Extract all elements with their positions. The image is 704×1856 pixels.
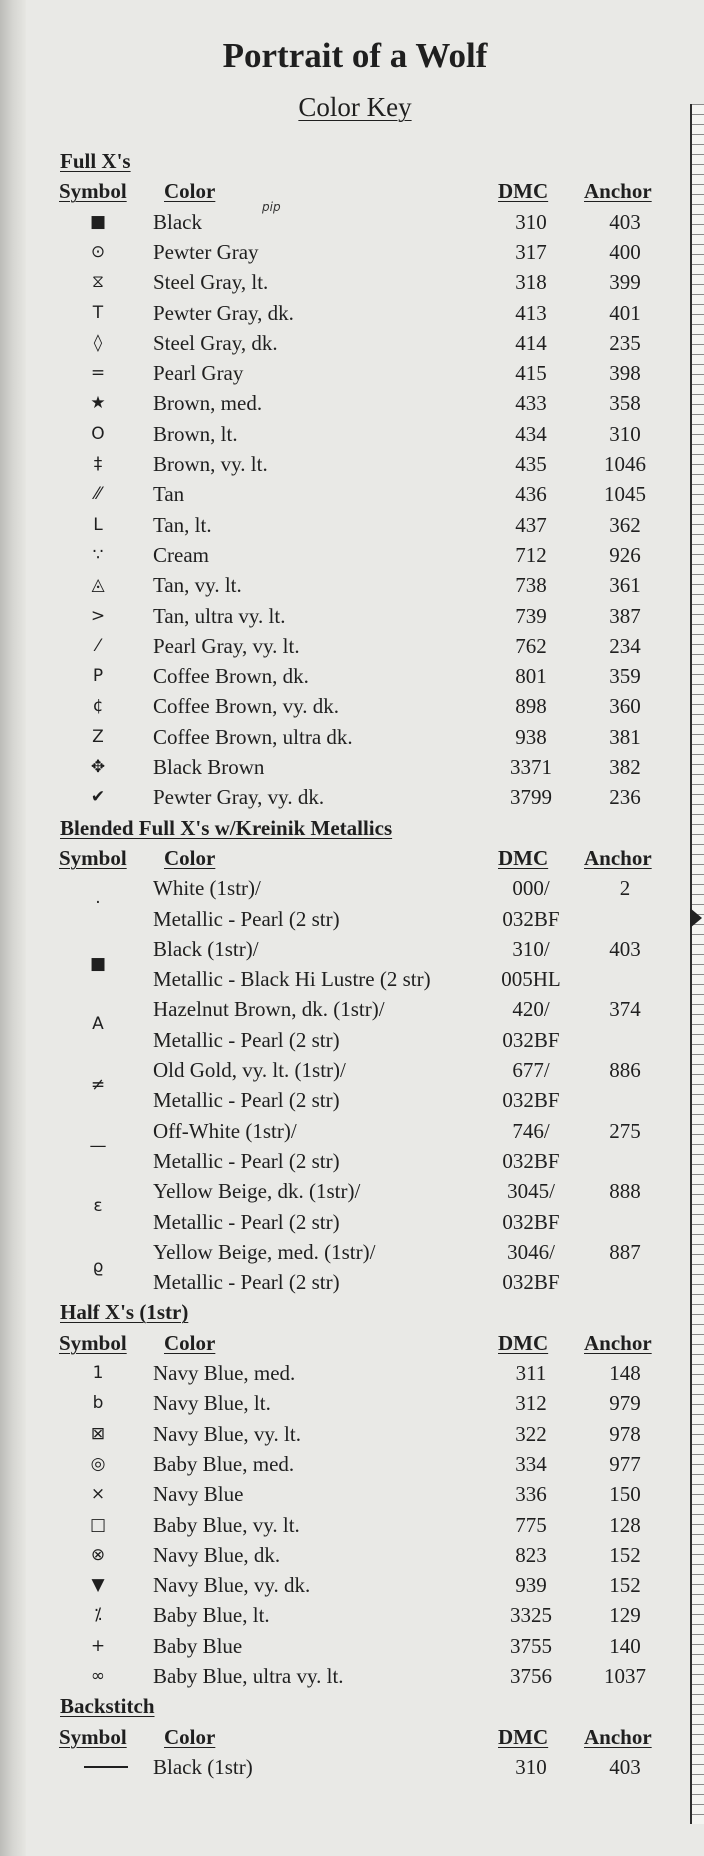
header-anchor: Anchor xyxy=(584,1330,652,1355)
table-row xyxy=(0,449,690,479)
table-row xyxy=(0,873,690,914)
header-color: Color xyxy=(164,179,216,204)
dmc-number: 000/ xyxy=(512,876,550,901)
dmc-number: 435 xyxy=(515,452,547,476)
stitch-symbol-icon: ∞ xyxy=(90,1666,106,1686)
dmc-number: 712 xyxy=(515,542,547,567)
stitch-symbol-icon: ⊗ xyxy=(90,1544,106,1565)
center-arrow-icon xyxy=(690,908,702,928)
table-row xyxy=(0,1752,690,1782)
table-row xyxy=(0,1540,690,1570)
color-key-heading xyxy=(120,92,590,123)
header-anchor: Anchor xyxy=(584,179,652,204)
color-name: Yellow Beige, med. (1str)/ xyxy=(153,1239,376,1264)
dmc-number: 310 xyxy=(515,209,547,234)
dmc-number: 762 xyxy=(515,633,547,658)
color-name: Cream xyxy=(153,542,209,567)
stitch-symbol-icon: Z xyxy=(92,726,104,747)
dmc-number: 3046/ xyxy=(507,1239,555,1264)
color-key-heading-text: Color Key xyxy=(298,92,412,122)
stitch-symbol-icon: ⁒ xyxy=(94,1605,102,1626)
dmc-number: 312 xyxy=(515,1391,547,1416)
dmc-number: 677/ xyxy=(512,1058,550,1082)
stitch-symbol-icon: ⁄ xyxy=(96,635,100,656)
table-row xyxy=(0,1055,690,1095)
dmc-number: 436 xyxy=(515,482,547,507)
anchor-number: 403 xyxy=(609,936,641,961)
anchor-number: 387 xyxy=(609,603,641,628)
table-row xyxy=(0,1479,690,1509)
color-name: Black (1str) xyxy=(153,1754,253,1779)
anchor-number: 152 xyxy=(609,1573,641,1598)
column-header-row xyxy=(0,1722,690,1752)
color-name: Brown, vy. lt. xyxy=(153,452,268,476)
section-title xyxy=(0,1297,690,1327)
anchor-number: 140 xyxy=(609,1633,641,1658)
table-row xyxy=(0,570,690,600)
metallic-name: Metallic - Black Hi Lustre (2 str) xyxy=(153,967,431,992)
color-name: Navy Blue, vy. dk. xyxy=(153,1573,311,1598)
stitch-symbol-icon: ⊠ xyxy=(90,1423,106,1444)
section-title xyxy=(0,1691,690,1721)
stitch-symbol-icon: 1 xyxy=(92,1363,104,1383)
metallic-name: Metallic - Pearl (2 str) xyxy=(153,1148,340,1173)
column-header-row xyxy=(0,1328,690,1358)
table-row xyxy=(0,510,690,540)
dmc-number: 414 xyxy=(515,330,547,355)
header-symbol: Symbol xyxy=(59,845,127,870)
anchor-number: 362 xyxy=(609,512,641,537)
table-row xyxy=(0,691,690,721)
pattern-title: Portrait of a Wolf xyxy=(222,36,488,75)
table-row xyxy=(0,1631,690,1661)
metallic-name: Metallic - Pearl (2 str) xyxy=(153,1027,340,1052)
header-symbol: Symbol xyxy=(59,1724,127,1749)
anchor-number: 2 xyxy=(619,876,631,901)
table-row xyxy=(0,1176,690,1217)
dmc-number: 433 xyxy=(515,391,547,416)
dmc-number: 938 xyxy=(515,724,547,749)
table-row-continuation xyxy=(0,1085,690,1115)
metallic-code: 005HL xyxy=(501,967,561,992)
dmc-number: 336 xyxy=(515,1482,547,1507)
table-row xyxy=(0,1388,690,1418)
table-row xyxy=(0,419,690,449)
dmc-number: 434 xyxy=(515,421,547,446)
stitch-symbol-icon: = xyxy=(90,363,106,384)
stitch-symbol-icon: ϱ xyxy=(92,1256,104,1277)
color-name: Yellow Beige, dk. (1str)/ xyxy=(153,1179,361,1204)
table-row xyxy=(0,1600,690,1630)
dmc-number: 415 xyxy=(515,361,547,386)
color-name: Tan, lt. xyxy=(153,512,212,537)
section-title-text: Half X's (1str) xyxy=(60,1300,189,1325)
table-row-continuation xyxy=(0,1025,690,1055)
color-name: Steel Gray, lt. xyxy=(153,270,269,295)
table-row xyxy=(0,267,690,297)
anchor-number: 979 xyxy=(609,1391,641,1416)
anchor-number: 235 xyxy=(609,330,641,355)
anchor-number: 234 xyxy=(609,633,641,658)
table-row xyxy=(0,752,690,782)
color-name: Tan, vy. lt. xyxy=(153,573,242,598)
table-row xyxy=(0,934,690,974)
table-row xyxy=(0,661,690,691)
header-symbol: Symbol xyxy=(59,1330,127,1355)
header-dmc: DMC xyxy=(498,179,549,204)
header-dmc: DMC xyxy=(498,845,549,870)
color-name: Baby Blue, ultra vy. lt. xyxy=(153,1664,344,1688)
table-row xyxy=(0,1358,690,1388)
header-color: Color xyxy=(164,845,216,870)
anchor-number: 310 xyxy=(609,421,641,446)
table-row xyxy=(0,1419,690,1449)
color-name: Coffee Brown, dk. xyxy=(153,664,309,689)
header-symbol: Symbol xyxy=(59,179,127,204)
anchor-number: 887 xyxy=(609,1239,641,1264)
section-title-text: Full X's xyxy=(60,149,131,173)
color-name: Hazelnut Brown, dk. (1str)/ xyxy=(153,997,385,1022)
stitch-symbol-icon: ‡ xyxy=(93,454,103,474)
anchor-number: 128 xyxy=(609,1512,641,1537)
stitch-symbol-icon: — xyxy=(89,1135,107,1156)
metallic-name: Metallic - Pearl (2 str) xyxy=(153,906,340,931)
anchor-number: 398 xyxy=(609,361,641,386)
stitch-symbol-icon: ⧖ xyxy=(92,272,104,293)
color-name: Brown, med. xyxy=(153,391,263,416)
color-name: Pewter Gray, dk. xyxy=(153,300,294,325)
color-name: Black (1str)/ xyxy=(153,936,259,961)
color-name: Old Gold, vy. lt. (1str)/ xyxy=(153,1058,346,1082)
stitch-symbol-icon: ε xyxy=(93,1196,103,1217)
dmc-number: 322 xyxy=(515,1421,547,1446)
stitch-symbol-icon: ◎ xyxy=(90,1453,106,1474)
anchor-number: 150 xyxy=(609,1482,641,1507)
anchor-number: 977 xyxy=(609,1451,641,1476)
stitch-symbol-icon: ◊ xyxy=(93,332,103,353)
header-dmc: DMC xyxy=(498,1724,549,1749)
anchor-number: 888 xyxy=(609,1179,641,1204)
table-row-continuation xyxy=(0,964,690,994)
anchor-number: 374 xyxy=(609,997,641,1022)
dmc-number: 746/ xyxy=(512,1118,550,1143)
anchor-number: 361 xyxy=(609,573,641,598)
table-row xyxy=(0,601,690,631)
color-name: Steel Gray, dk. xyxy=(153,330,278,355)
color-name: White (1str)/ xyxy=(153,876,261,901)
table-row xyxy=(0,388,690,418)
dmc-number: 3045/ xyxy=(507,1179,555,1204)
dmc-number: 939 xyxy=(515,1573,547,1598)
color-name: Navy Blue, vy. lt. xyxy=(153,1421,301,1446)
dmc-number: 311 xyxy=(515,1361,547,1385)
dmc-number: 310/ xyxy=(512,936,550,961)
dmc-number: 738 xyxy=(515,573,547,598)
color-name: Coffee Brown, ultra dk. xyxy=(153,724,353,749)
column-header-row xyxy=(0,176,690,206)
color-name: Pearl Gray, vy. lt. xyxy=(153,633,300,658)
dmc-number: 413 xyxy=(515,300,547,325)
table-row xyxy=(0,1570,690,1600)
stitch-symbol-icon: ★ xyxy=(90,393,106,414)
chart-grid-edge xyxy=(690,104,704,1824)
stitch-symbol-icon: > xyxy=(90,605,106,626)
anchor-number: 382 xyxy=(609,755,641,779)
anchor-number: 148 xyxy=(609,1361,641,1385)
table-row xyxy=(0,1237,690,1277)
backstitch-line-icon xyxy=(84,1766,128,1768)
color-name: Navy Blue xyxy=(153,1482,244,1507)
table-row xyxy=(0,1449,690,1479)
anchor-number: 360 xyxy=(609,694,641,719)
section-title-text: Blended Full X's w/Kreinik Metallics xyxy=(60,815,393,840)
table-row xyxy=(0,631,690,661)
table-row xyxy=(0,994,690,1035)
dmc-number: 801 xyxy=(515,664,547,689)
anchor-number: 236 xyxy=(609,785,641,810)
section-title xyxy=(0,146,690,176)
dmc-number: 310 xyxy=(515,1754,547,1779)
color-name: Black Brown xyxy=(153,755,265,779)
header-color: Color xyxy=(164,1330,216,1355)
table-row-continuation xyxy=(0,1146,690,1176)
color-name: Tan xyxy=(153,482,185,507)
metallic-name: Metallic - Pearl (2 str) xyxy=(153,1209,340,1234)
anchor-number: 381 xyxy=(609,724,641,749)
color-name: Baby Blue xyxy=(153,1633,243,1658)
dmc-number: 823 xyxy=(515,1542,547,1567)
stitch-symbol-icon: L xyxy=(93,514,103,535)
color-name: Coffee Brown, vy. dk. xyxy=(153,694,340,719)
table-row xyxy=(0,328,690,358)
dmc-number: 3756 xyxy=(510,1664,552,1688)
table-row xyxy=(0,479,690,509)
anchor-number: 1037 xyxy=(604,1664,646,1688)
stitch-symbol-icon: ✥ xyxy=(90,757,106,777)
stitch-symbol-icon: ⁄⁄ xyxy=(95,484,101,505)
metallic-name: Metallic - Pearl (2 str) xyxy=(153,1270,340,1295)
table-row-continuation xyxy=(0,1267,690,1297)
metallic-code: 032BF xyxy=(502,1270,560,1295)
metallic-code: 032BF xyxy=(502,1088,560,1113)
table-row xyxy=(0,540,690,570)
color-name: Brown, lt. xyxy=(153,421,238,446)
table-row xyxy=(0,207,690,237)
stitch-symbol-icon: A xyxy=(92,1014,104,1035)
anchor-number: 401 xyxy=(609,300,641,325)
anchor-number: 275 xyxy=(609,1118,641,1143)
color-name: Pewter Gray, vy. dk. xyxy=(153,785,325,810)
anchor-number: 403 xyxy=(609,1754,641,1779)
handwritten-annotation: pip xyxy=(262,200,281,214)
color-name: Pearl Gray xyxy=(153,361,244,386)
dmc-number: 775 xyxy=(515,1512,547,1537)
dmc-number: 437 xyxy=(515,512,547,537)
table-row xyxy=(0,298,690,328)
color-name: Navy Blue, med. xyxy=(153,1361,296,1385)
color-name: Navy Blue, lt. xyxy=(153,1391,271,1416)
stitch-symbol-icon: ∵ xyxy=(92,544,104,565)
color-name: Tan, ultra vy. lt. xyxy=(153,603,286,628)
table-row xyxy=(0,358,690,388)
anchor-number: 926 xyxy=(609,542,641,567)
table-row xyxy=(0,1510,690,1540)
anchor-number: 1045 xyxy=(604,482,646,507)
anchor-number: 403 xyxy=(609,209,641,234)
table-row xyxy=(0,1116,690,1156)
stitch-symbol-icon: O xyxy=(91,423,105,444)
anchor-number: 359 xyxy=(609,664,641,689)
stitch-symbol-icon: T xyxy=(92,302,104,323)
color-name: Black xyxy=(153,209,202,234)
anchor-number: 400 xyxy=(609,239,641,264)
anchor-number: 358 xyxy=(609,391,641,416)
stitch-symbol-icon: ▼ xyxy=(91,1575,105,1596)
stitch-symbol-icon: + xyxy=(90,1635,106,1656)
table-row-continuation xyxy=(0,904,690,934)
stitch-symbol-icon: ✔ xyxy=(90,787,106,808)
stitch-symbol-icon: b xyxy=(92,1393,104,1414)
dmc-number: 3371 xyxy=(510,755,552,779)
stitch-symbol-icon: ■ xyxy=(89,953,107,974)
column-header-row xyxy=(0,843,690,873)
anchor-number: 886 xyxy=(609,1058,641,1082)
header-anchor: Anchor xyxy=(584,1724,652,1749)
stitch-symbol-icon: ◬ xyxy=(91,575,105,596)
dmc-number: 739 xyxy=(515,603,547,628)
anchor-number: 152 xyxy=(609,1542,641,1567)
anchor-number: 978 xyxy=(609,1421,641,1446)
dmc-number: 318 xyxy=(515,270,547,295)
color-name: Navy Blue, dk. xyxy=(153,1542,281,1567)
table-row xyxy=(0,722,690,752)
metallic-code: 032BF xyxy=(502,906,560,931)
metallic-code: 032BF xyxy=(502,1148,560,1173)
stitch-symbol-icon: P xyxy=(92,666,104,687)
stitch-symbol-icon: · xyxy=(95,893,101,914)
table-row xyxy=(0,237,690,267)
anchor-number: 1046 xyxy=(604,452,646,476)
stitch-symbol-icon: ¢ xyxy=(92,696,104,717)
color-name: Off-White (1str)/ xyxy=(153,1118,297,1143)
stitch-symbol-icon: ⊙ xyxy=(90,241,106,262)
anchor-number: 399 xyxy=(609,270,641,295)
stitch-symbol-icon: × xyxy=(90,1484,106,1505)
section-title-text: Backstitch xyxy=(60,1694,155,1719)
dmc-number: 3325 xyxy=(510,1603,552,1628)
stitch-symbol-icon: ■ xyxy=(89,211,107,232)
header-color: Color xyxy=(164,1724,216,1749)
table-row xyxy=(0,782,690,812)
metallic-name: Metallic - Pearl (2 str) xyxy=(153,1088,340,1113)
anchor-number: 129 xyxy=(609,1603,641,1628)
metallic-code: 032BF xyxy=(502,1209,560,1234)
table-row-continuation xyxy=(0,1207,690,1237)
dmc-number: 3755 xyxy=(510,1633,552,1658)
table-row xyxy=(0,1661,690,1691)
color-name: Baby Blue, vy. lt. xyxy=(153,1512,300,1537)
metallic-code: 032BF xyxy=(502,1027,560,1052)
dmc-number: 420/ xyxy=(512,997,550,1022)
section-title xyxy=(0,813,690,843)
header-anchor: Anchor xyxy=(584,845,652,870)
dmc-number: 317 xyxy=(515,239,547,264)
dmc-number: 898 xyxy=(515,694,547,719)
header-dmc: DMC xyxy=(498,1330,549,1355)
dmc-number: 3799 xyxy=(510,785,552,810)
color-name: Baby Blue, med. xyxy=(153,1451,295,1476)
stitch-symbol-icon: ≠ xyxy=(90,1075,106,1095)
dmc-number: 334 xyxy=(515,1451,547,1476)
stitch-symbol-icon: □ xyxy=(89,1514,107,1535)
color-name: Baby Blue, lt. xyxy=(153,1603,270,1628)
color-name: Pewter Gray xyxy=(153,239,259,264)
